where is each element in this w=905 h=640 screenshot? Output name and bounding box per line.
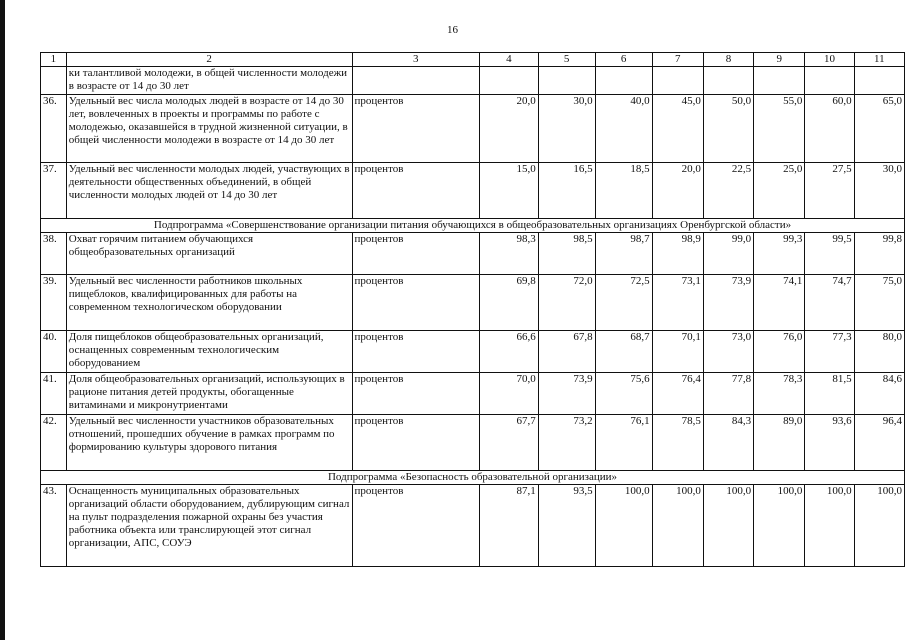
value-cell: 73,1 [652,275,703,331]
value-cell: 72,5 [595,275,652,331]
indicator-text: Удельный вес числа молодых людей в возрасте от 14 до 30 лет, вовлеченных в проекты и программы по работе с молодежью, оказавшейся в трудной жизненной ситуации, в общей численности молодежи в возрасте от 14 до 30 лет [66,95,352,163]
value-cell: 100,0 [854,485,904,567]
value-cell: 98,5 [538,233,595,275]
value-cell: 87,1 [479,485,538,567]
row-number-cell: 42. [41,415,67,471]
column-number: 3 [352,53,479,67]
value-cell: 20,0 [479,95,538,163]
value-cell: 27,5 [805,163,854,219]
value-cell: 45,0 [652,95,703,163]
value-cell: 100,0 [595,485,652,567]
row-number-cell [41,67,67,95]
column-number: 10 [805,53,854,67]
value-cell: 73,2 [538,415,595,471]
value-cell [479,67,538,95]
row-number-cell: 36. [41,95,67,163]
value-cell [854,67,904,95]
value-cell: 93,5 [538,485,595,567]
indicator-row [41,275,905,331]
indicator-text: Доля пищеблоков общеобразовательных организаций, оснащенных современным технологическим оборудованием [66,331,352,373]
indicator-row [41,331,905,373]
value-cell: 84,3 [703,415,753,471]
value-cell [703,67,753,95]
row-number-cell: 37. [41,163,67,219]
value-cell: 67,8 [538,331,595,373]
value-cell: 98,9 [652,233,703,275]
value-cell: 93,6 [805,415,854,471]
indicator-row [41,373,905,415]
value-cell: 25,0 [754,163,805,219]
unit-cell: процентов [352,163,479,219]
indicator-text: Оснащенность муниципальных образовательных организаций области оборудованием, дублирующим сигнал на пульт подразделения пожарной охраны без участия работника объекта или транслирующей этот сигнал организации, АПС, СОУЭ [66,485,352,567]
unit-cell: процентов [352,415,479,471]
value-cell: 99,0 [703,233,753,275]
value-cell: 99,3 [754,233,805,275]
unit-cell [352,67,479,95]
value-cell: 99,8 [854,233,904,275]
subprogram-heading-row [41,471,905,485]
column-number: 8 [703,53,753,67]
value-cell: 65,0 [854,95,904,163]
value-cell: 30,0 [538,95,595,163]
value-cell: 16,5 [538,163,595,219]
column-number: 2 [66,53,352,67]
indicator-row [41,95,905,163]
indicator-text: Удельный вес численности молодых людей, участвующих в деятельности общественных объединений, в общей численности молодых людей от 14 до 30 лет [66,163,352,219]
unit-cell: процентов [352,373,479,415]
value-cell: 96,4 [854,415,904,471]
value-cell: 100,0 [754,485,805,567]
value-cell: 66,6 [479,331,538,373]
value-cell: 76,0 [754,331,805,373]
value-cell [805,67,854,95]
value-cell: 73,9 [703,275,753,331]
value-cell: 77,3 [805,331,854,373]
column-number: 11 [854,53,904,67]
value-cell: 73,9 [538,373,595,415]
value-cell: 84,6 [854,373,904,415]
indicator-text: ки талантливой молодежи, в общей численности молодежи в возрасте от 14 до 30 лет [66,67,352,95]
page-number: 16 [447,24,458,36]
value-cell: 100,0 [805,485,854,567]
column-number: 1 [41,53,67,67]
indicator-text: Удельный вес численности участников образовательных отношений, прошедших обучение в рамках программ по формированию культуры здорового питания [66,415,352,471]
value-cell: 68,7 [595,331,652,373]
value-cell: 30,0 [854,163,904,219]
value-cell: 78,3 [754,373,805,415]
value-cell: 55,0 [754,95,805,163]
indicator-text: Охват горячим питанием обучающихся общеобразовательных организаций [66,233,352,275]
value-cell [754,67,805,95]
column-number: 7 [652,53,703,67]
indicator-row [41,233,905,275]
value-cell: 100,0 [652,485,703,567]
value-cell: 98,7 [595,233,652,275]
value-cell: 50,0 [703,95,753,163]
indicator-text: Удельный вес численности работников школьных пищеблоков, квалифицированных для работы на современном технологическом оборудовании [66,275,352,331]
value-cell: 60,0 [805,95,854,163]
value-cell: 77,8 [703,373,753,415]
value-cell: 15,0 [479,163,538,219]
unit-cell: процентов [352,233,479,275]
value-cell: 76,4 [652,373,703,415]
row-number-cell: 41. [41,373,67,415]
value-cell: 40,0 [595,95,652,163]
value-cell: 81,5 [805,373,854,415]
subprogram-title: Подпрограмма «Совершенствование организации питания обучающихся в общеобразовательных организациях Оренбургской области» [41,219,905,233]
value-cell: 76,1 [595,415,652,471]
row-number-cell: 43. [41,485,67,567]
value-cell [652,67,703,95]
value-cell: 75,6 [595,373,652,415]
column-number: 6 [595,53,652,67]
row-number-cell: 39. [41,275,67,331]
value-cell: 99,5 [805,233,854,275]
value-cell: 78,5 [652,415,703,471]
value-cell: 80,0 [854,331,904,373]
value-cell: 75,0 [854,275,904,331]
column-numbers-row [41,53,905,67]
value-cell [595,67,652,95]
indicator-row [41,163,905,219]
continued-row [41,67,905,95]
indicator-row [41,485,905,567]
indicators-table [40,52,905,567]
value-cell: 100,0 [703,485,753,567]
unit-cell: процентов [352,95,479,163]
value-cell: 73,0 [703,331,753,373]
column-number: 9 [754,53,805,67]
indicator-text: Доля общеобразовательных организаций, использующих в рационе питания детей продукты, обогащенные витаминами и микронутриентами [66,373,352,415]
unit-cell: процентов [352,331,479,373]
value-cell: 67,7 [479,415,538,471]
value-cell [538,67,595,95]
subprogram-title: Подпрограмма «Безопасность образовательной организации» [41,471,905,485]
value-cell: 69,8 [479,275,538,331]
unit-cell: процентов [352,275,479,331]
row-number-cell: 40. [41,331,67,373]
value-cell: 70,1 [652,331,703,373]
row-number-cell: 38. [41,233,67,275]
value-cell: 22,5 [703,163,753,219]
column-number: 5 [538,53,595,67]
indicator-row [41,415,905,471]
value-cell: 72,0 [538,275,595,331]
value-cell: 89,0 [754,415,805,471]
value-cell: 70,0 [479,373,538,415]
page-edge-bar [0,0,5,640]
value-cell: 74,1 [754,275,805,331]
value-cell: 98,3 [479,233,538,275]
column-number: 4 [479,53,538,67]
value-cell: 74,7 [805,275,854,331]
value-cell: 20,0 [652,163,703,219]
subprogram-heading-row [41,219,905,233]
unit-cell: процентов [352,485,479,567]
value-cell: 18,5 [595,163,652,219]
